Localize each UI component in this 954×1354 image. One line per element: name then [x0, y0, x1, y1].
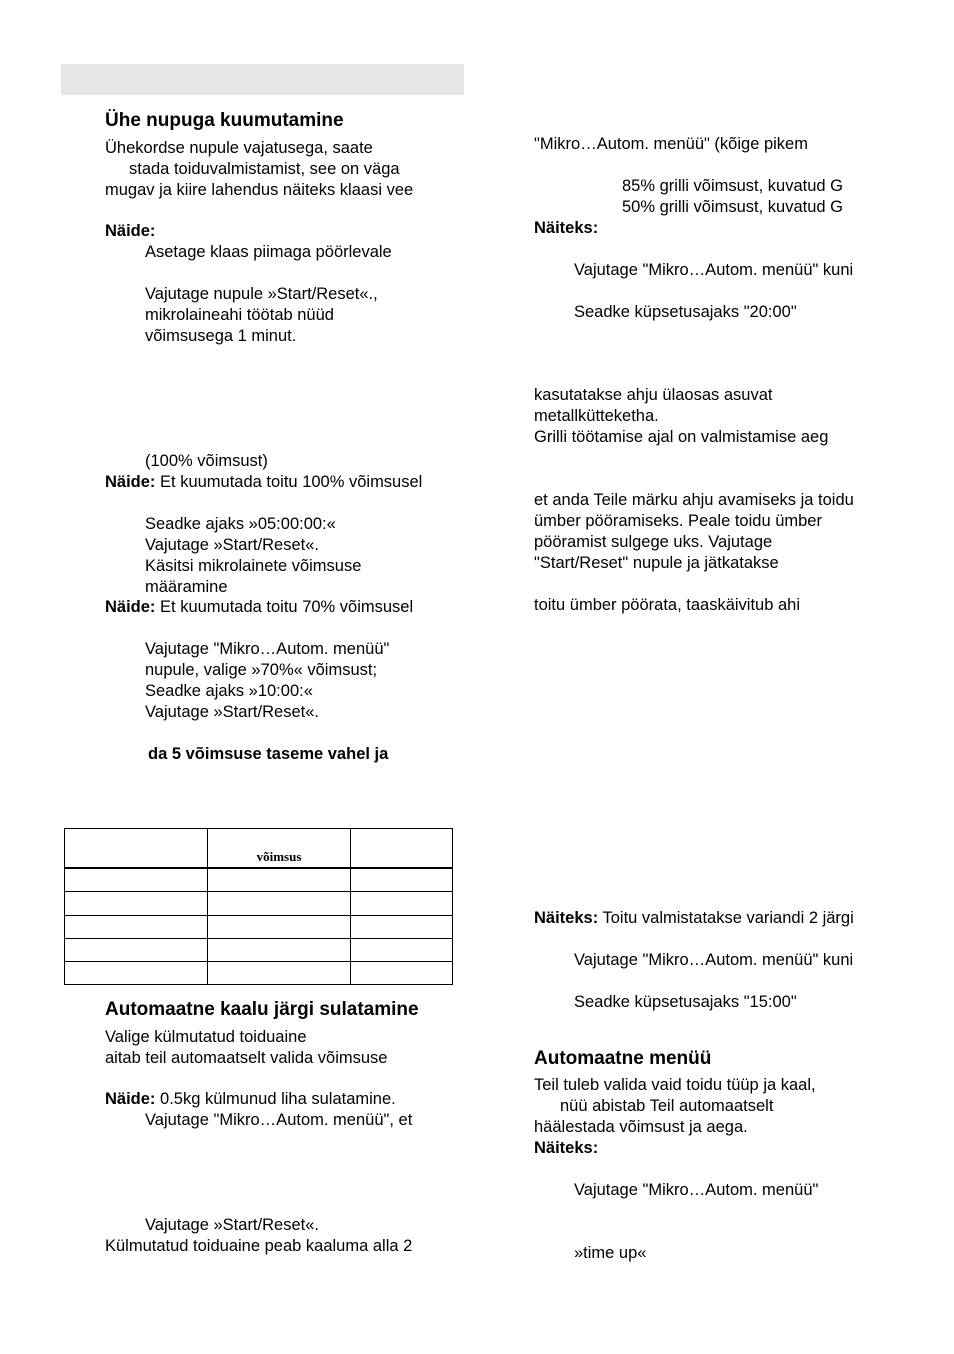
example-label-1: Näide: [105, 222, 156, 240]
example-3-step-3: Seadke ajaks »10:00:« [145, 682, 313, 700]
example-label-3: Näide: [105, 598, 156, 616]
example-r2-step-1: Vajutage "Mikro…Autom. menüü" kuni [574, 951, 854, 969]
power-level-table [64, 828, 453, 985]
turn-line-2: ümber pööramiseks. Peale toidu ümber [534, 512, 822, 530]
table-cell [351, 915, 453, 938]
example-r1-step-2: Seadke küpsetusajaks "20:00" [574, 303, 797, 321]
table-row [65, 915, 453, 938]
example-1-step-2: Vajutage nupule »Start/Reset«., [145, 285, 378, 303]
example-4-line [105, 1089, 396, 1110]
example-label-2: Näide: [105, 473, 156, 491]
heater-line-3: Grilli töötamise ajal on valmistamise aeg [534, 428, 829, 446]
table-cell [65, 868, 208, 892]
defrost-line-1: Valige külmutatud toiduaine [105, 1028, 307, 1046]
heading-auto-menu: Automaatne menüü [534, 1048, 712, 1069]
table-cell [208, 892, 351, 915]
example-r2-step-2: Seadke küpsetusajaks "15:00" [574, 993, 797, 1011]
example-label-4: Näide: [105, 1090, 156, 1108]
table-cell [65, 892, 208, 915]
time-up-text: »time up« [574, 1244, 647, 1262]
example-r1-step-1: Vajutage "Mikro…Autom. menüü" kuni [574, 261, 854, 279]
table-row [65, 961, 453, 984]
example-3-step-4: Vajutage »Start/Reset«. [145, 703, 319, 721]
table-header-cell [351, 829, 453, 869]
auto-menu-line-3: häälestada võimsust ja aega. [534, 1118, 748, 1136]
heater-line-2: metallkütteketha. [534, 407, 659, 425]
example-3-step-1: Vajutage "Mikro…Autom. menüü" [145, 640, 390, 658]
table-cell [65, 961, 208, 984]
table-cell [208, 938, 351, 961]
defrost-weight-note: Külmutatud toiduaine peab kaaluma alla 2 [105, 1237, 413, 1255]
example-r2-text: Toitu valmistatakse variandi 2 järgi [598, 909, 854, 927]
example-2-line [105, 472, 422, 493]
example-r3-step-1: Vajutage "Mikro…Autom. menüü" [574, 1181, 819, 1199]
intro-line-1: Ühekordse nupule vajatusega, saate [105, 139, 373, 157]
turn-line-3: pööramist sulgege uks. Vajutage [534, 533, 773, 551]
table-cell [351, 938, 453, 961]
table-cell [208, 868, 351, 892]
grill-option-1: 85% grilli võimsust, kuvatud G [622, 177, 844, 195]
heading-auto-weight-defrost: Automaatne kaalu järgi sulatamine [105, 999, 419, 1020]
table-header-cell-power: võimsus [208, 829, 351, 869]
table-cell [351, 892, 453, 915]
example-3-line [105, 597, 413, 618]
turn-line-1: et anda Teile märku ahju avamiseks ja toidu [534, 491, 854, 509]
table-header-row [65, 829, 453, 869]
section-header-bar [61, 64, 464, 95]
example-4-text: 0.5kg külmunud liha sulatamine. [155, 1090, 396, 1108]
example-1-step-4: võimsusega 1 minut. [145, 327, 297, 345]
intro-line-3: mugav ja kiire lahendus näiteks klaasi vee [105, 181, 414, 199]
intro-line-2: stada toiduvalmistamist, see on väga [129, 160, 400, 178]
table-cell [65, 938, 208, 961]
example-label-r2: Näiteks: [534, 909, 599, 927]
table-cell [208, 915, 351, 938]
grill-menu-line: "Mikro…Autom. menüü" (kõige pikem [534, 135, 808, 153]
restart-line: toitu ümber pöörata, taaskäivitub ahi [534, 596, 800, 614]
example-2-step-3: Käsitsi mikrolainete võimsuse [145, 557, 362, 575]
auto-menu-line-1: Teil tuleb valida vaid toidu tüüp ja kaal, [534, 1076, 816, 1094]
example-4-step-1: Vajutage "Mikro…Autom. menüü", et [145, 1111, 413, 1129]
example-3-text: Et kuumutada toitu 70% võimsusel [155, 598, 414, 616]
table-cell [65, 915, 208, 938]
example-label-r1: Näiteks: [534, 219, 599, 237]
table-row [65, 868, 453, 892]
example-2-step-4: määramine [145, 578, 228, 596]
table-cell [208, 961, 351, 984]
table-cell [351, 868, 453, 892]
grill-option-2: 50% grilli võimsust, kuvatud G [622, 198, 844, 216]
example-1-step-1: Asetage klaas piimaga pöörlevale [145, 243, 392, 261]
example-2-text: Et kuumutada toitu 100% võimsusel [155, 473, 423, 491]
table-row [65, 892, 453, 915]
heading-one-touch-heating: Ühe nupuga kuumutamine [105, 110, 344, 131]
example-1-step-3: mikrolaineahi töötab nüüd [145, 306, 334, 324]
table-header-cell [65, 829, 208, 869]
turn-line-4: "Start/Reset" nupule ja jätkatakse [534, 554, 779, 572]
power-note: (100% võimsust) [145, 452, 268, 470]
table-cell [351, 961, 453, 984]
example-2-step-2: Vajutage »Start/Reset«. [145, 536, 319, 554]
table-row [65, 938, 453, 961]
power-levels-note: da 5 võimsuse taseme vahel ja [148, 745, 389, 763]
example-3-step-2: nupule, valige »70%« võimsust; [145, 661, 378, 679]
defrost-line-2: aitab teil automaatselt valida võimsuse [105, 1049, 388, 1067]
example-2-step-1: Seadke ajaks »05:00:00:« [145, 515, 336, 533]
heater-line-1: kasutatakse ahju ülaosas asuvat [534, 386, 773, 404]
auto-menu-line-2: nüü abistab Teil automaatselt [560, 1097, 774, 1115]
example-r2-line [534, 908, 854, 929]
example-label-r3: Näiteks: [534, 1139, 599, 1157]
example-4-step-2: Vajutage »Start/Reset«. [145, 1216, 319, 1234]
